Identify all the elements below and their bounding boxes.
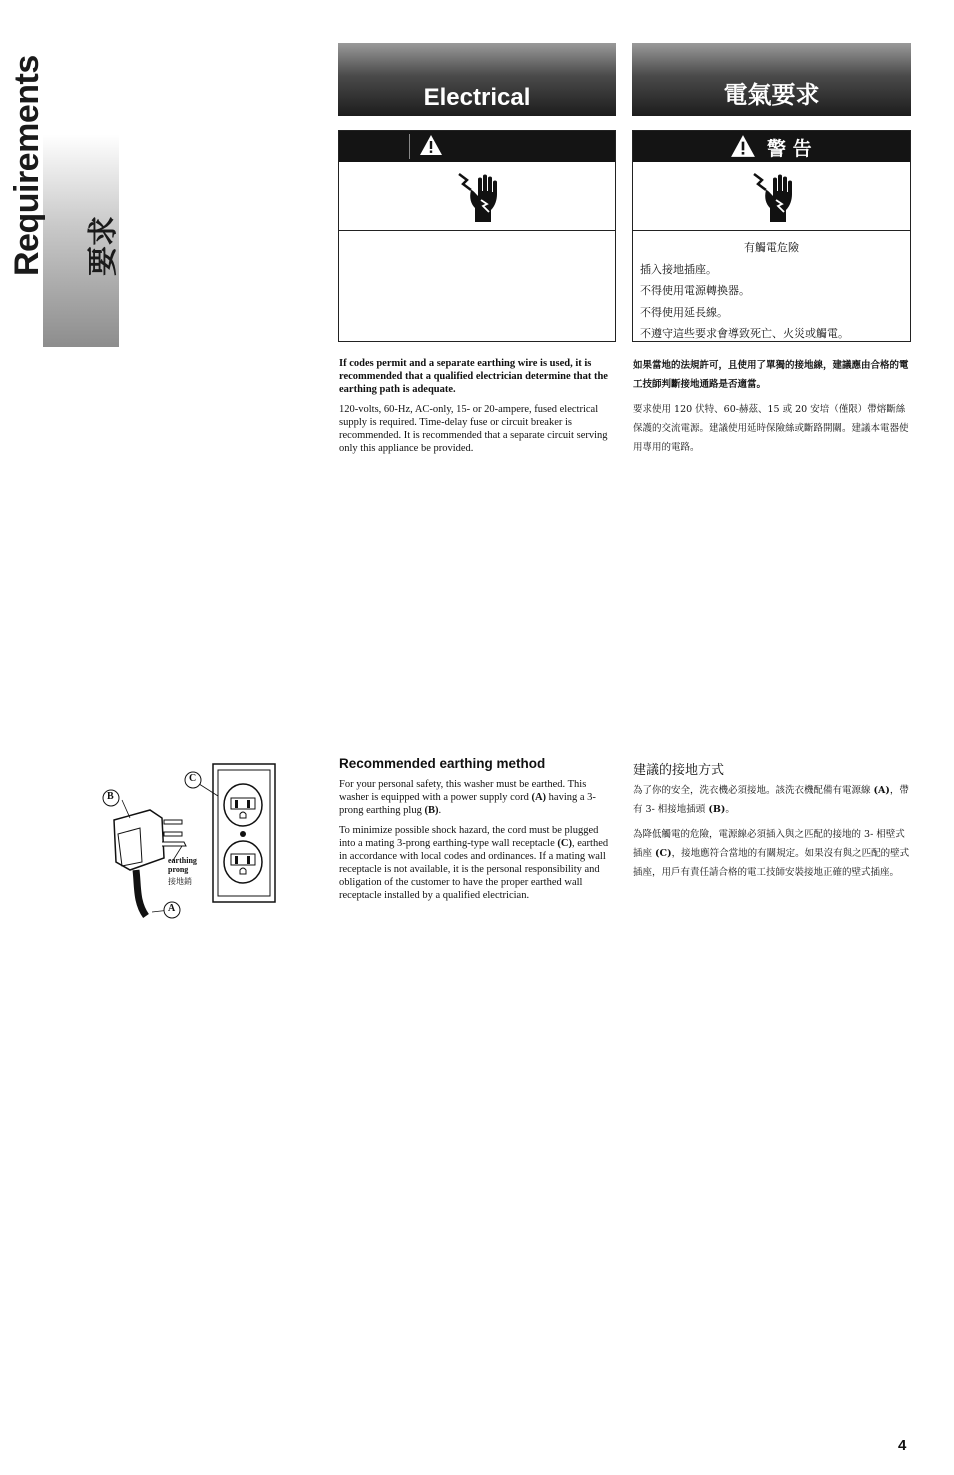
callout-b: B: [107, 791, 114, 802]
paragraph-personal-safety: For your personal safety, this washer must be earthed. This washer is equipped with a power supply cord (A) having a 3-prong earthing plug (B).: [339, 779, 596, 816]
side-tab: [43, 43, 119, 347]
header-electrical-zh: [632, 43, 911, 116]
plug-illustration: [100, 762, 280, 922]
header-title-zh: 電氣要求: [723, 81, 820, 109]
electrical-text-en: [339, 357, 611, 462]
header-electrical: [338, 43, 616, 116]
warning-box-zh: [632, 130, 911, 342]
plug-receptacle-figure: [100, 762, 280, 927]
warning-label-zh: 警 告: [767, 138, 812, 160]
paragraph-supply: 120-volts, 60-Hz, AC-only, 15- or 20-ampere, fused electrical supply is required. Time-delay fuse or circuit breaker is recommended. It is recommended that a separate circuit serving only this appliance be provided.: [339, 404, 608, 454]
paragraph-shock-hazard-zh: 為降低觸電的危險，電源線必須插入與之匹配的接地的 3- 相壁式插座 (C)，接地應符合當地的有關規定。如果沒有與之匹配的壁式插座，用戶有責任請合格的電工技師安裝接地正確的壁式插座。: [633, 829, 910, 878]
warning-title-zh: 有觸電危險: [744, 241, 799, 254]
electrical-text-zh: [633, 356, 911, 463]
electric-shock-hand-icon: [455, 170, 499, 224]
warning-text-zh: [633, 231, 910, 351]
warning-icon-row-en: [339, 162, 615, 231]
section-title-zh: 建議的接地方式: [633, 763, 725, 778]
page-number: 4: [898, 1437, 907, 1454]
warning-line: 不得使用延長線。: [640, 305, 728, 319]
warning-bar-en: [339, 131, 615, 162]
warning-triangle-icon: [419, 134, 443, 156]
warning-box-en: [338, 130, 616, 342]
sidebar-title-en: Requirements: [8, 55, 46, 276]
paragraph-supply-zh: 要求使用 120 伏特、60-赫茲、15 或 20 安培（僅限）帶熔斷絲保護的交流電源。建議使用延時保險絲或斷路開關。建議本電器使用專用的電路。: [633, 404, 909, 453]
warning-bar-zh: [633, 131, 910, 162]
prong-label: earthing prong 接地銷: [168, 856, 197, 886]
header-title-en: Electrical: [423, 84, 531, 111]
warning-line: 不得使用電源轉換器。: [640, 284, 750, 297]
electric-shock-hand-icon: [750, 170, 794, 224]
earthing-text-en: [339, 778, 609, 909]
callout-a: A: [168, 903, 176, 914]
warning-line: 插入接地插座。: [640, 262, 717, 276]
warning-text-en: [339, 231, 615, 243]
paragraph-earthing-wire-zh: 如果當地的法規許可，且使用了單獨的接地線，建議應由合格的電工技師判斷接地通路是否適當。: [633, 360, 909, 390]
section-title-en: Recommended earthing method: [339, 756, 546, 771]
warning-triangle-icon: [730, 134, 756, 158]
warning-line: 不遵守這些要求會導致死亡、火災或觸電。: [640, 327, 849, 340]
paragraph-shock-hazard: To minimize possible shock hazard, the cord must be plugged into a mating 3-prong earthing-type wall receptacle (C), earthed in accordance with local codes and ordinances. If a mating wall receptacle is not available, it is the personal responsibility and obligation of the customer to have the proper earthed wall receptacle installed by a qualified electrician.: [339, 825, 609, 901]
paragraph-earthing-wire: If codes permit and a separate earthing wire is used, it is recommended that a qualified electrician determine that the earthing path is adequate.: [339, 358, 608, 395]
callout-c: C: [189, 773, 197, 784]
warning-icon-row-zh: [633, 162, 910, 231]
paragraph-personal-safety-zh: 為了你的安全，洗衣機必須接地。該洗衣機配備有電源線 (A)，帶有 3- 相接地插頭 (B)。: [633, 785, 909, 815]
earthing-text-zh: [633, 781, 911, 888]
sidebar-title-zh: 要求: [86, 216, 121, 276]
warning-divider: [409, 134, 410, 159]
